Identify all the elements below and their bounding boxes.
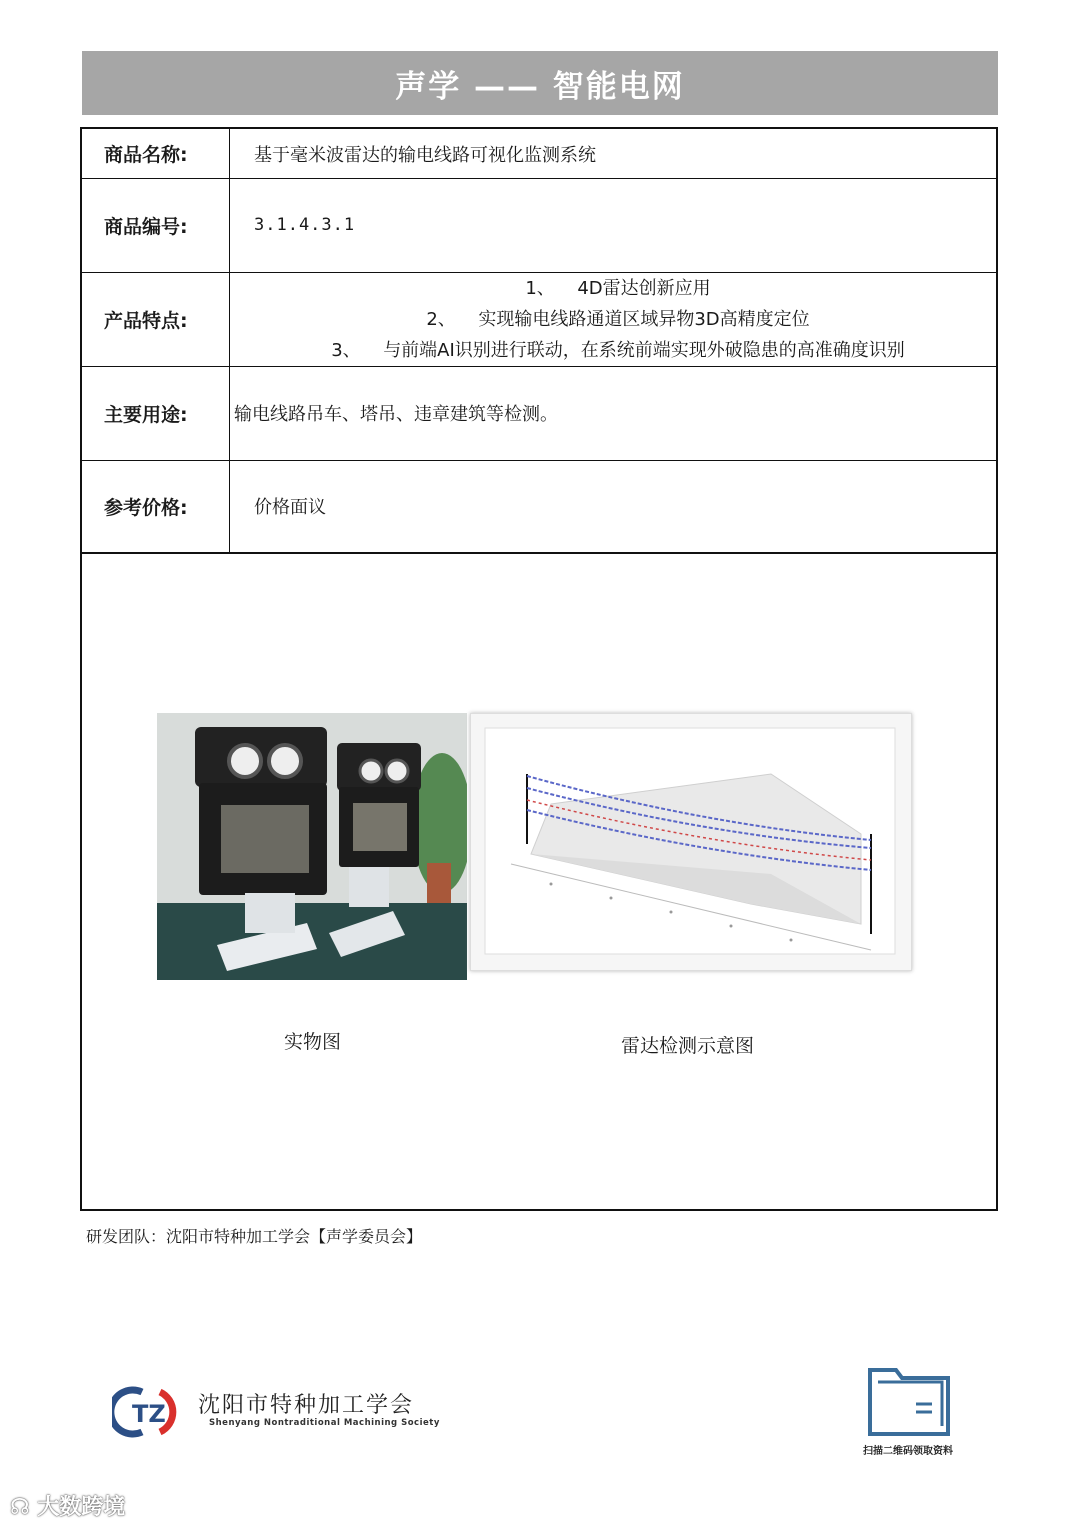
folder-icon <box>852 1362 964 1442</box>
row-product-name <box>82 129 996 179</box>
row-product-features <box>82 272 996 367</box>
row-label: 主要用途: <box>82 366 230 460</box>
product-sheet <box>80 127 998 1211</box>
product-photo <box>157 713 467 980</box>
feature-list <box>230 272 996 366</box>
radar-diagram <box>470 713 912 971</box>
logo-mark: TZ <box>132 1400 166 1428</box>
product-name-value: 基于毫米波雷达的输电线路可视化监测系统 <box>254 144 596 166</box>
society-name: 沈阳市特种加工学会 <box>198 1393 415 1418</box>
watermark-icon: ☊ <box>10 1495 38 1520</box>
row-label: 商品编号: <box>82 178 230 272</box>
qr-caption: 扫描二维码领取资料 <box>863 1446 953 1457</box>
photo-caption: 实物图 <box>284 1031 342 1053</box>
feature-number: 1、 <box>525 277 555 299</box>
row-label: 商品名称: <box>82 129 230 178</box>
main-use-value: 输电线路吊车、塔吊、违章建筑等检测。 <box>234 404 558 425</box>
row-label: 参考价格: <box>82 460 230 552</box>
row-label: 产品特点: <box>82 272 230 366</box>
society-logo <box>112 1384 452 1440</box>
list-item <box>525 273 710 304</box>
feature-text: 4D雷达创新应用 <box>577 277 711 299</box>
tz-logo-icon <box>112 1384 192 1440</box>
row-product-number <box>82 178 996 273</box>
feature-text: 与前端AI识别进行联动，在系统前端实现外破隐患的高准确度识别 <box>383 339 905 361</box>
qr-download[interactable] <box>852 1362 964 1462</box>
watermark-text: 大数跨境 <box>37 1495 126 1520</box>
row-reference-price <box>82 460 996 554</box>
research-team: 研发团队：沈阳市特种加工学会【声学委员会】 <box>86 1227 423 1246</box>
product-number-value: 3.1.4.3.1 <box>254 215 356 235</box>
diagram-caption: 雷达检测示意图 <box>621 1035 755 1057</box>
page-title: 声学 —— 智能电网 <box>395 68 685 105</box>
list-item <box>426 304 809 335</box>
price-value: 价格面议 <box>254 497 326 518</box>
feature-number: 3、 <box>331 339 361 361</box>
list-item <box>331 335 905 366</box>
society-english-name: Shenyang Nontraditional Machining Society <box>209 1418 440 1428</box>
watermark <box>10 1490 125 1521</box>
row-main-use <box>82 366 996 461</box>
feature-number: 2、 <box>426 308 456 330</box>
feature-text: 实现输电线路通道区域异物3D高精度定位 <box>478 308 810 330</box>
page-banner <box>82 51 998 115</box>
